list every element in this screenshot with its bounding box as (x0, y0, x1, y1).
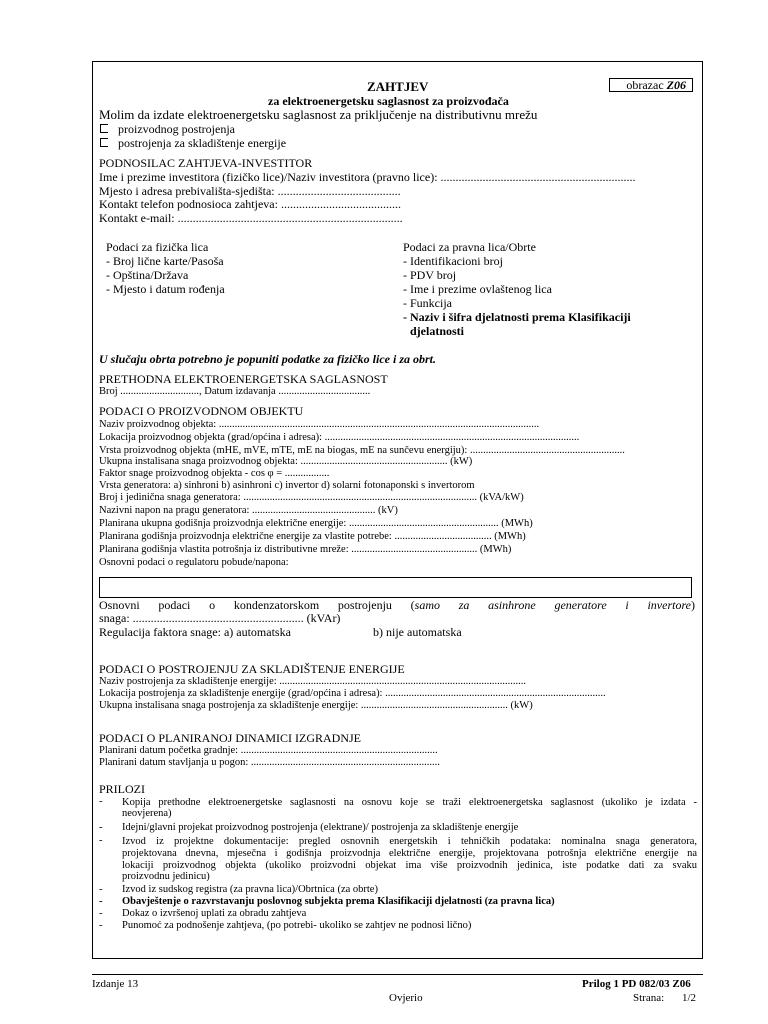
pf-regulation-option-b[interactable]: b) nije automatska (373, 625, 462, 639)
attachment-dash: - (99, 835, 103, 846)
checkbox-proizvodno[interactable] (100, 124, 108, 133)
legal-item-classification: - Naziv i šifra djelatnosti prema Klasifikaciji (403, 310, 631, 324)
dynamics-heading: PODACI O PLANIRANOJ DINAMICI IZGRADNJE (99, 731, 361, 745)
form-code: Z06 (666, 78, 686, 92)
applicant-phone-line[interactable]: Kontakt telefon podnosioca zahtjeva: ........................................ (99, 197, 401, 211)
dynamics-line[interactable]: Planirani datum stavljanja u pogon: ........................................................................ (99, 757, 440, 768)
attachment-item-cont: lokaciji proizvodnog objekta (ukoliko proizvodni objekat ima više proizvodnih jedinica, iste podatke dati za svaku (122, 860, 697, 871)
capacitor-power-line[interactable]: snaga: ......................................................... (kVAr) (99, 611, 341, 625)
storage-line[interactable]: Naziv postrojenja za skladištenje energije: .............................................................................................. (99, 676, 527, 687)
object-line: Vrsta generatora: a) sinhroni b) asinhroni c) invertor d) solarni fotonaponski s invertorom (99, 480, 475, 491)
attachment-item: Idejni/glavni projekat proizvodnog postrojenja (elektrane)/ postrojenja za skladištenje energije (122, 822, 519, 833)
attachment-item: Izvod iz sudskog registra (za pravna lica)/Obrtnica (za obrte) (122, 884, 378, 895)
form-code-label: obrazac (626, 78, 664, 92)
footer-page-number: 1/2 (682, 992, 697, 1004)
storage-heading: PODACI O POSTROJENJU ZA SKLADIŠTENJE ENERGIJE (99, 662, 405, 676)
object-line[interactable]: Ukupna instalisana snaga proizvodnog objekta: ........................................................ (kW) (99, 456, 473, 467)
attachment-dash: - (99, 908, 103, 919)
pf-regulation-label[interactable]: Regulacija faktora snage: a) automatska (99, 625, 291, 639)
object-line[interactable]: Naziv proizvodnog objekta: .......................................................................................................................... (99, 419, 540, 430)
attachment-item-cont: projektovana dnevna, mjesečna i godišnja proizvodnja električne energije, projektovana potrošnja električne energije na (122, 848, 697, 859)
cap-paren-close: ) (691, 598, 695, 612)
object-line[interactable]: Lokacija proizvodnog objekta (grad/općina i adresa): ................................................................................................. (99, 432, 580, 443)
object-line[interactable]: Planirana ukupna godišnja proizvodnja električne energije: ......................................................... (MWh) (99, 518, 533, 529)
attachment-item-classification: Obavještenje o razvrstavanju poslovnog subjekta prema Klasifikaciji djelatnosti (za pravna lica) (122, 896, 555, 907)
attachment-item-cont: proizvodnu jedinicu) (122, 871, 210, 882)
obrt-note: U slučaju obrta potrebno je popuniti podatke za fizičko lice i za obrt. (99, 352, 437, 366)
option-skladistenje: postrojenja za skladištenje energije (118, 136, 287, 150)
applicant-name-line[interactable]: Ime i prezime investitora (fizičko lice)/Naziv investitora (pravno lice): ................................................................. (99, 170, 636, 184)
dynamics-line[interactable]: Planirani datum početka gradnje: ........................................................................... (99, 745, 438, 756)
cap-italic-word: generatore (554, 598, 607, 612)
object-line[interactable]: Faktor snage proizvodnog objekta - cos φ = ................. (99, 468, 330, 479)
attachment-dash: - (99, 884, 103, 895)
footer-divider (92, 974, 703, 975)
cap-italic-word: i (625, 598, 629, 612)
physical-item: - Opština/Država (106, 268, 189, 282)
attachments-heading: PRILOZI (99, 782, 145, 796)
form-code-box (609, 78, 693, 92)
attachment-item: Kopija prethodne elektroenergetske saglasnosti na osnovu koje se traži elektroenergetska saglasnost (ukoliko je izdata - (122, 797, 697, 808)
attachment-dash: - (99, 796, 103, 807)
cap-italic-word: samo (414, 598, 440, 612)
cap-italic-word: asinhrone (488, 598, 536, 612)
cap-word: kondenzatorskom (233, 598, 320, 612)
legal-item-classification-cont: djelatnosti (410, 324, 464, 338)
cap-italic-word: invertore (647, 598, 692, 612)
object-heading: PODACI O PROIZVODNOM OBJEKTU (99, 404, 304, 418)
physical-item: - Broj lične karte/Pasoša (106, 254, 224, 268)
legal-item: - Ime i prezime ovlaštenog lica (403, 282, 552, 296)
form-subtitle: za elektroenergetsku saglasnost za proizvođača (268, 94, 509, 108)
object-line[interactable]: Nazivni napon na pragu generatora: ............................................... (kV) (99, 505, 398, 516)
applicant-email-line[interactable]: Kontakt e-mail: ........................................................................... (99, 211, 403, 225)
footer-verified: Ovjerio (389, 992, 423, 1004)
object-line[interactable]: Broj i jedinična snaga generatora: ......................................................................................... (kVA/kW) (99, 492, 524, 503)
storage-line[interactable]: Ukupna instalisana snaga postrojenja za skladištenje energije: ........................................................ (kW) (99, 700, 533, 711)
footer-page-label: Strana: (633, 992, 665, 1004)
cap-word: podaci (158, 598, 191, 612)
legal-item: - PDV broj (403, 268, 457, 282)
footer-edition: Izdanje 13 (92, 978, 139, 990)
attachment-item: Dokaz o izvršenoj uplati za obradu zahtjeva (122, 908, 307, 919)
previous-line[interactable]: Broj .............................., Datum izdavanja ................................... (99, 386, 371, 397)
regulator-input-box[interactable] (99, 577, 692, 598)
attachment-item-cont: neovjerena) (122, 808, 172, 819)
physical-item: - Mjesto i datum rođenja (106, 282, 225, 296)
checkbox-skladistenje[interactable] (100, 138, 108, 147)
physical-heading: Podaci za fizička lica (106, 240, 209, 254)
object-line[interactable]: Vrsta proizvodnog objekta (mHE, mVE, mTE, mE na biogas, mE na sunčevu energiju): ........................................................... (99, 445, 625, 456)
cap-italic-word: za (458, 598, 470, 612)
applicant-heading: PODNOSILAC ZAHTJEVA-INVESTITOR (99, 156, 313, 170)
applicant-address-line[interactable]: Mjesto i adresa prebivališta-sjedišta: ......................................... (99, 184, 401, 198)
legal-item: - Funkcija (403, 296, 452, 310)
cap-paren-open: ( (410, 598, 415, 612)
attachment-dash: - (99, 920, 103, 931)
cap-word: Osnovni (99, 598, 140, 612)
cap-word: o (209, 598, 216, 612)
option-proizvodno: proizvodnog postrojenja (118, 122, 235, 136)
attachment-item: Izvod iz projektne dokumentacije: pregled osnovnih energetskih i tehničkih podataka: nominalna snaga generatora, (122, 836, 697, 847)
previous-heading: PRETHODNA ELEKTROENERGETSKA SAGLASNOST (99, 372, 388, 386)
form-title: ZAHTJEV (367, 79, 429, 94)
storage-line[interactable]: Lokacija postrojenja za skladištenje energije (grad/općina i adresa): .................................................................................... (99, 688, 606, 699)
attachment-dash: - (99, 896, 103, 907)
legal-item: - Identifikacioni broj (403, 254, 503, 268)
legal-heading: Podaci za pravna lica/Obrte (403, 240, 536, 254)
object-line: Osnovni podaci o regulatoru pobude/napona: (99, 557, 289, 568)
object-line[interactable]: Planirana godišnja vlastita potrošnja iz distributivne mreže: ................................................ (MWh) (99, 544, 512, 555)
cap-word: postrojenju (337, 598, 392, 612)
attachment-item: Punomoć za podnošenje zahtjeva, (po potrebi- ukoliko se zahtjev ne podnosi lično) (122, 920, 472, 931)
object-line[interactable]: Planirana godišnja proizvodnja električne energije za vlastite potrebe: ..................................... (MWh) (99, 531, 526, 542)
intro-text: Molim da izdate elektroenergetsku saglasnost za priključenje na distributivnu mrežu (99, 107, 538, 122)
footer-reference: Prilog 1 PD 082/03 Z06 (582, 978, 691, 990)
capacitor-line (99, 598, 695, 612)
attachment-dash: - (99, 822, 103, 833)
